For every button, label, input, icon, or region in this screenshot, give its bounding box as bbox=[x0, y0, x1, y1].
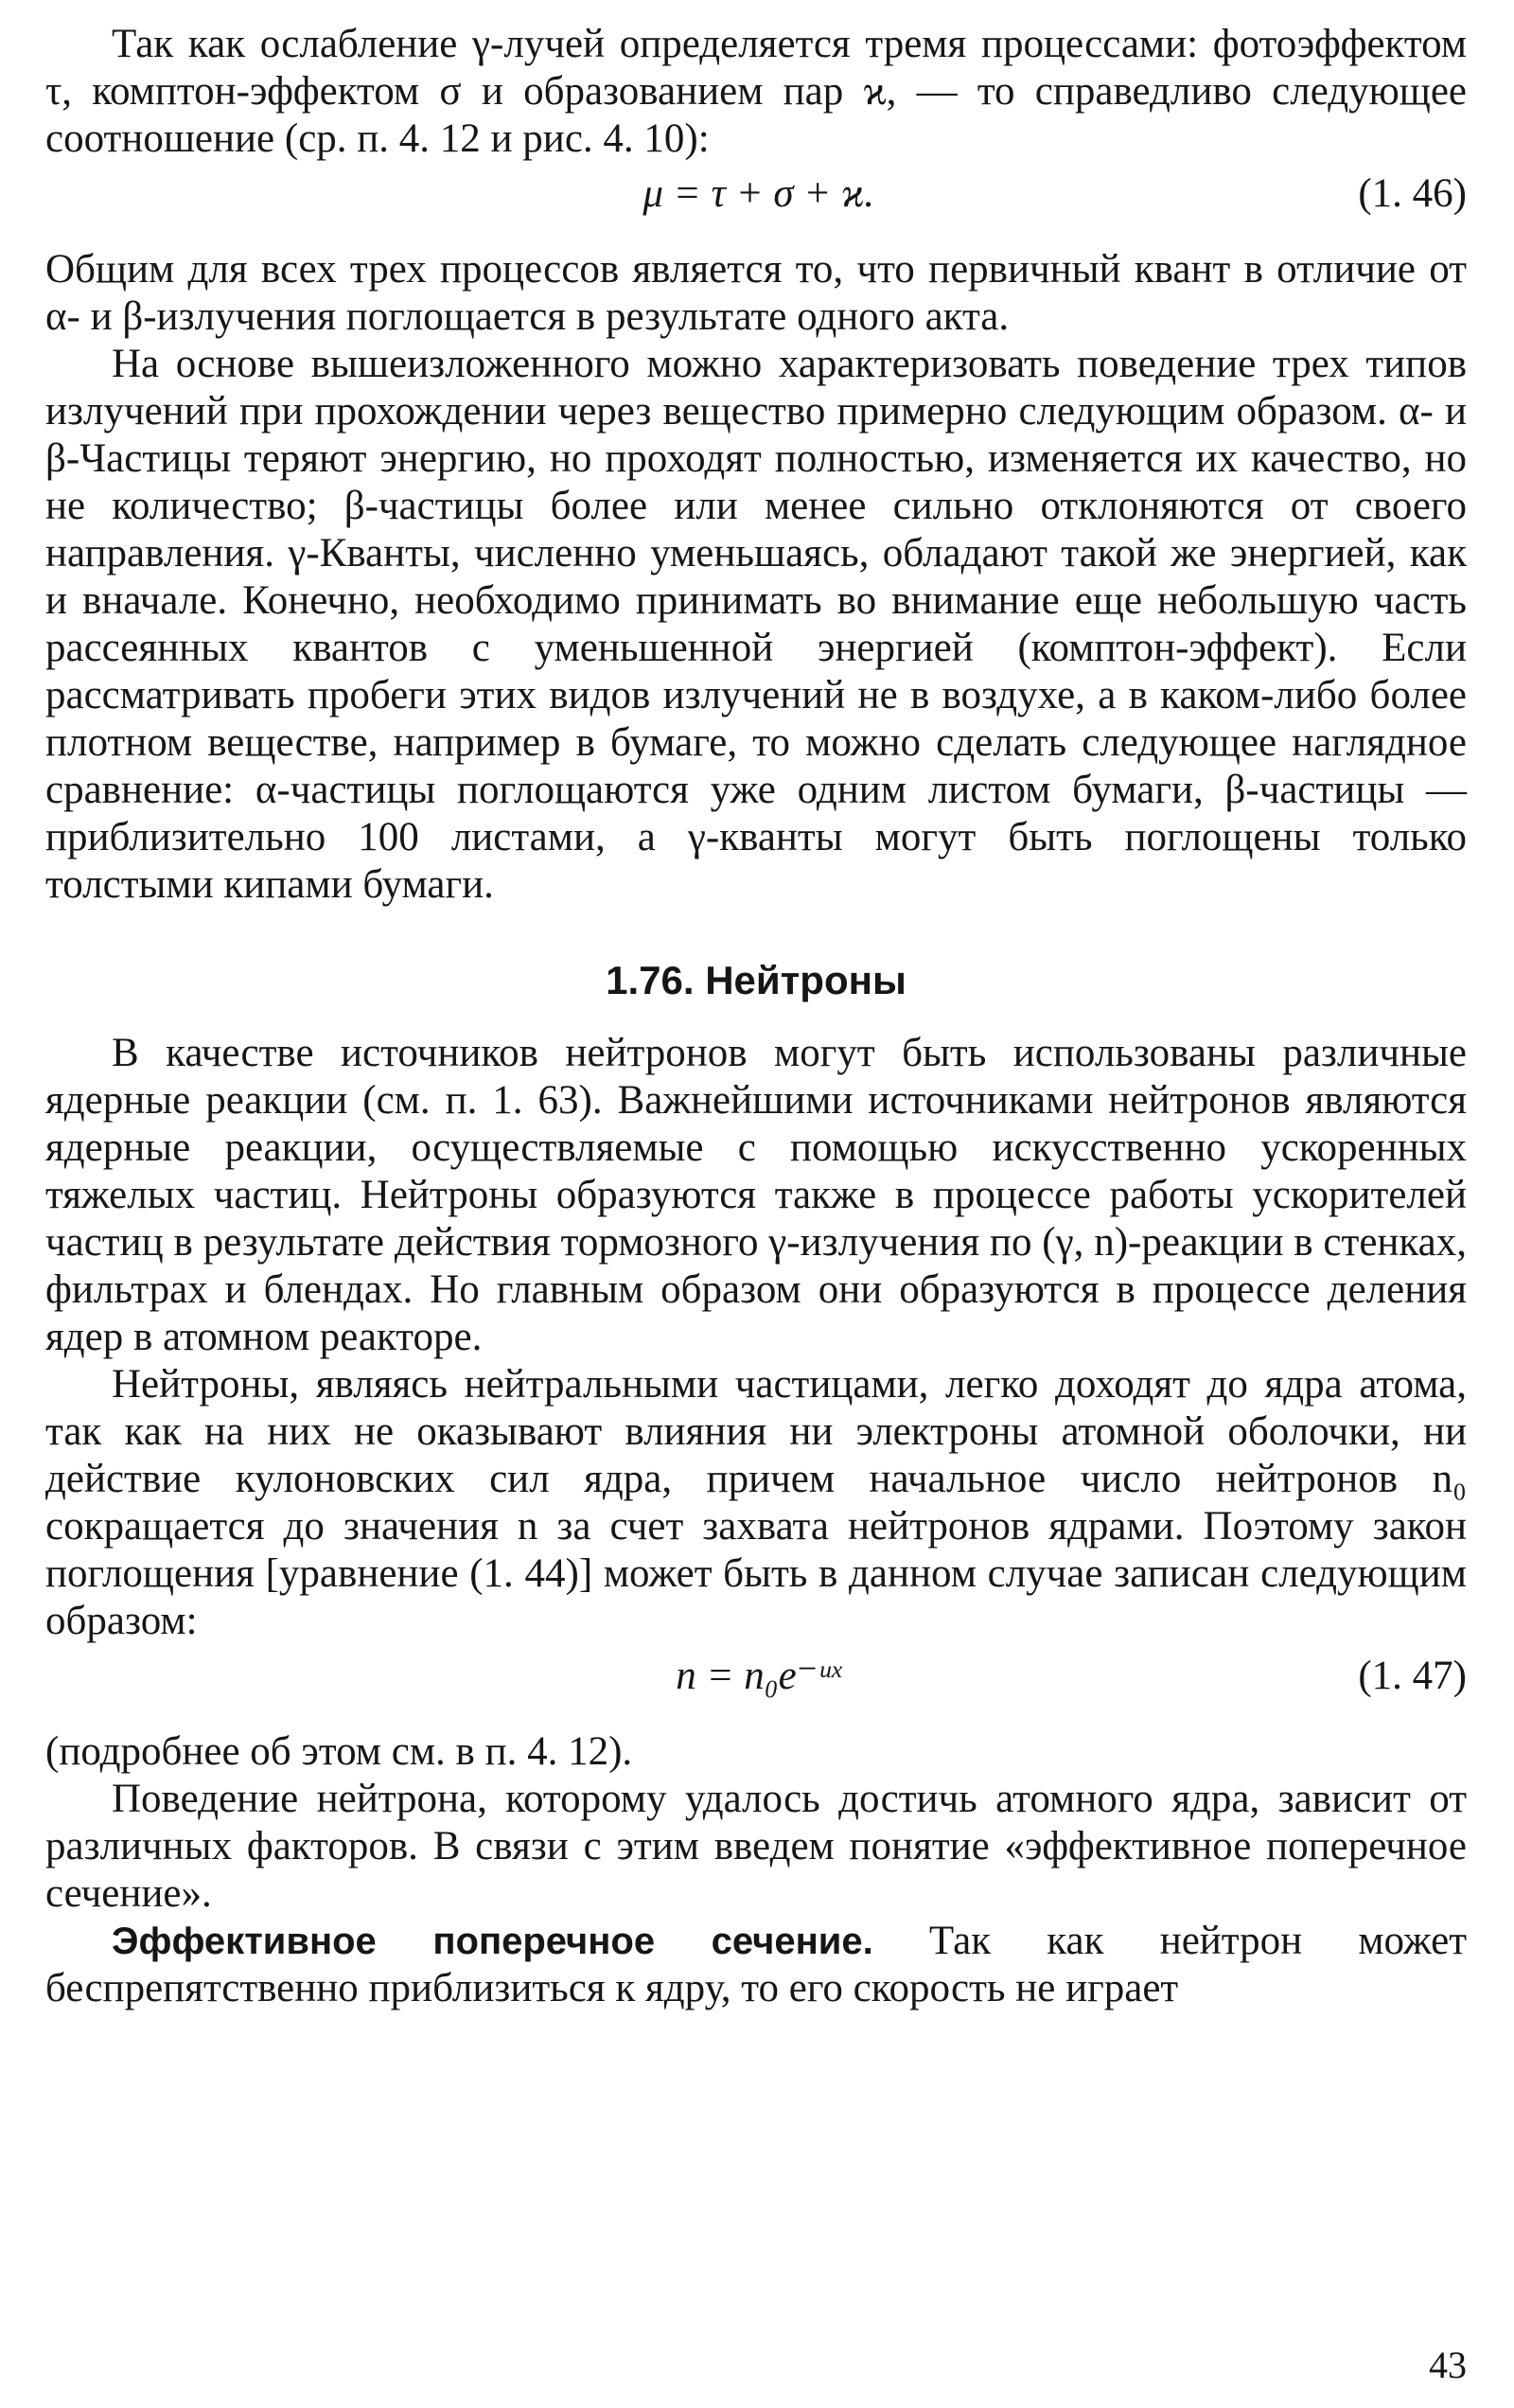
paragraph-attenuation: Так как ослабление γ-лучей определяется тремя процессами: фотоэффектом τ, комптон-эффектом σ и образованием пар ϰ, — то справедливо следующее соотношение (ср. п. 4. 12 и рис. 4. 10): bbox=[45, 22, 1467, 161]
paragraph-neutron-sources: В качестве источников нейтронов могут быть использованы различные ядерные реакции (см. п. 1. 63). Важнейшими источниками нейтронов являются ядерные реакции, осуществляемые с помощью искусственно ускоренных тяжелых частиц. Нейтроны образуются также в процессе работы ускорителей частиц в результате действия тормозного γ-излучения по (γ, n)-реакции в стенках, фильтрах и блендах. Но главным образом они образуются в процессе деления ядер в атомном реакторе. bbox=[45, 1031, 1467, 1359]
page-number: 43 bbox=[1429, 2344, 1467, 2386]
paragraph-neutron-absorption: Нейтроны, являясь нейтральными частицами, легко доходят до ядра атома, так как на них не оказывают влияния ни электроны атомной оболочки, ни действие кулоновских сил ядра, причем начальное число нейтронов n₀ сокращается до значения n за счет захвата нейтронов ядрами. Поэтому закон поглощения [уравнение (1. 44)] может быть в данном случае записан следующим образом: bbox=[45, 1362, 1467, 1643]
paragraph-radiation-behavior: На основе вышеизложенного можно характеризовать поведение трех типов излучений при прохождении через вещество примерно следующим образом. α- и β-Частицы теряют энергию, но проходят полностью, изменяется их качество, но не количество; β-частицы более или менее сильно отклоняются от своего направления. γ-Кванты, численно уменьшаясь, обладают такой же энергией, как и вначале. Конечно, необходимо принимать во внимание еще небольшую часть рассеянных квантов с уменьшенной энергией (комптон-эффект). Если рассматривать пробеги этих видов излучений не в воздухе, а в каком-либо более плотном веществе, например в бумаге, то можно сделать следующее наглядное сравнение: α-частицы поглощаются уже одним листом бумаги, β-частицы — приблизительно 100 листами, а γ-кванты могут быть поглощены только толстыми кипами бумаги. bbox=[45, 342, 1467, 907]
paragraph-neutron-behavior: Поведение нейтрона, которому удалось достичь атомного ядра, зависит от различных факторов. В связи с этим введем понятие «эффективное поперечное сечение». bbox=[45, 1777, 1467, 1916]
equation-number: (1. 47) bbox=[1358, 1654, 1467, 1698]
equation-number: (1. 46) bbox=[1358, 171, 1467, 216]
paragraph-common-processes: Общим для всех трех процессов является то, что первичный квант в отличие от α- и β-излучения поглощается в результате одного акта. bbox=[45, 247, 1467, 339]
paragraph-cross-section bbox=[45, 1918, 1467, 2012]
paragraph-text: Так как нейтрон может беспрепятственно приблизиться к ядру, то его скорость не играет bbox=[45, 1919, 1467, 2010]
equation-1-46 bbox=[45, 163, 1467, 225]
run-in-heading: Эффективное поперечное сечение. bbox=[112, 1921, 873, 1962]
equation-1-47 bbox=[45, 1645, 1467, 1708]
equation-formula: μ = τ + σ + ϰ. bbox=[643, 171, 874, 216]
section-heading: 1.76. Нейтроны bbox=[606, 958, 907, 1002]
equation-formula: n = n₀e⁻ᵘˣ bbox=[676, 1654, 842, 1698]
paragraph-reference: (подробнее об этом см. в п. 4. 12). bbox=[45, 1729, 633, 1774]
